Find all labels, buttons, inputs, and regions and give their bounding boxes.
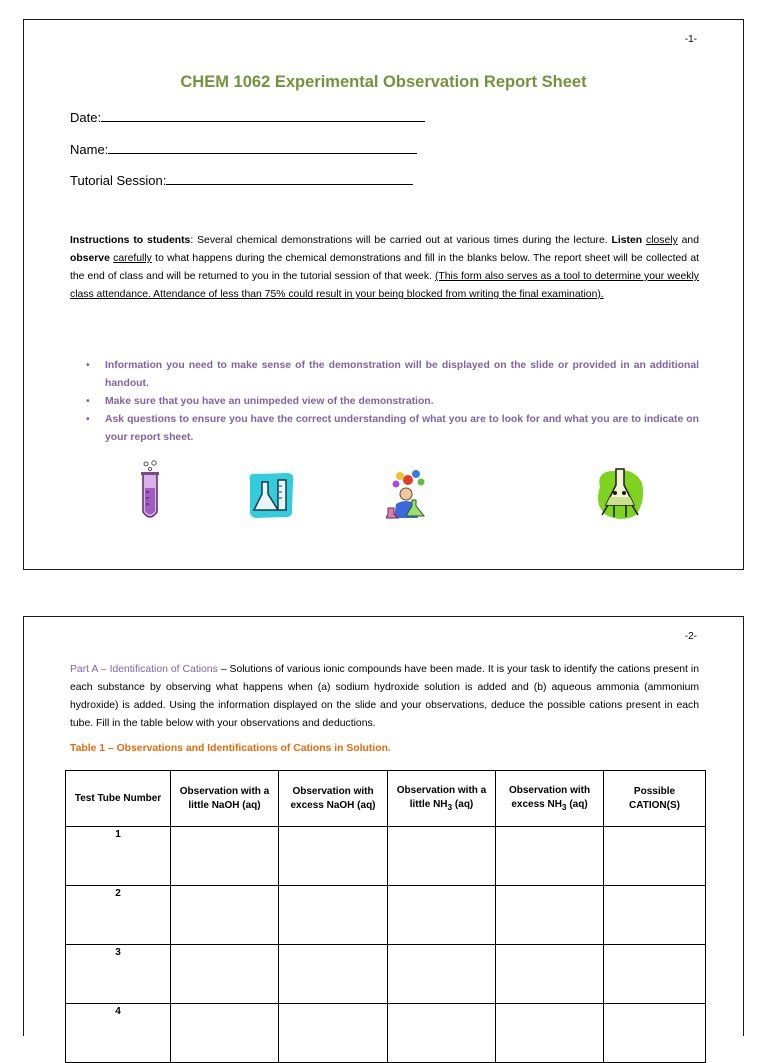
table-cell[interactable] [388,1004,496,1063]
table-cell[interactable] [279,886,388,945]
table-cell[interactable] [279,945,388,1004]
col-little-nh3 [388,771,496,827]
table-row [66,827,706,886]
table-row [66,886,706,945]
closely-word: closely [646,235,678,246]
page-number: -1- [684,34,697,45]
instructions-text: and [677,235,699,246]
table-cell[interactable] [279,827,388,886]
table-cell[interactable] [171,827,279,886]
table-cell[interactable] [496,827,604,886]
bullet-item: • Information you need to make sense of the demonstration will be displayed on the slide or provided in an additional handout. [86,357,699,393]
col-little-naoh: Observation with a little NaOH (aq) [171,771,279,827]
attendance-note: (This form also serves as a tool to determine your weekly class attendance. Attendance of less than 75% could result in your being blocked from writing the final examination). [70,271,699,300]
subscript: 3 [447,801,453,812]
col-excess-nh3-suffix: (aq) [566,798,588,810]
table-caption: Table 1 – Observations and Identifications of Cations in Solution. [70,743,391,754]
tutorial-session-field[interactable] [70,172,413,188]
date-blank[interactable] [101,109,425,122]
table-row [66,1004,706,1063]
bullet-item: • Make sure that you have an unimpeded view of the demonstration. [86,393,699,411]
table-cell[interactable] [388,945,496,1004]
table-cell[interactable] [388,886,496,945]
bullet-item: • Ask questions to ensure you have the correct understanding of what you are to look for and what you are to indicate on your report sheet. [86,411,699,447]
page-number: -2- [684,631,697,642]
part-a-paragraph [70,661,699,733]
tutorial-session-blank[interactable] [166,172,413,185]
table-header-row [66,771,706,827]
name-blank[interactable] [108,141,417,154]
flask-cylinder-icon [246,470,296,520]
subscript: 3 [561,801,567,812]
listen-word: Listen [611,235,643,246]
part-a-text: – Solutions of various ionic compounds have been made. It is your task to identify the cations present in each substance by observing what happens when (a) sodium hydroxide solution is added and (b) aqueous ammonia (ammonium hydroxide) is added. Using the information displayed on the slide and your observations, deduce the possible cations present in each tube. Fill in the table below with your observations and deductions. [70,664,699,729]
date-label: Date: [70,110,102,125]
name-label: Name: [70,142,109,157]
instructions-text: : Several chemical demonstrations will be carried out at various times during the lecture. [190,235,612,246]
page-title: CHEM 1062 Experimental Observation Report Sheet [180,73,587,91]
observe-word: observe [70,253,110,264]
table-cell[interactable] [604,1004,706,1063]
instructions-lead: Instructions to students [70,235,191,246]
table-cell[interactable] [171,886,279,945]
instructions-paragraph [70,232,699,304]
observations-table [65,770,706,1063]
table-cell[interactable] [604,886,706,945]
beaker-creature-icon [594,465,646,523]
page-1 [23,19,744,570]
tutorial-session-label: Tutorial Session: [70,173,167,188]
tube-number: 4 [66,1004,171,1063]
test-tube-icon [137,460,163,522]
table-cell[interactable] [171,945,279,1004]
bullet-list [86,357,699,447]
scientist-flask-icon [386,468,436,520]
part-a-label: Part A – Identification of Cations [70,664,218,675]
table-cell[interactable] [496,886,604,945]
col-little-nh3-text: Observation with a little NH [396,784,487,810]
col-possible-cations: Possible CATION(S) [604,771,706,827]
col-excess-nh3-text: Observation with excess NH [508,784,591,810]
col-test-tube-number: Test Tube Number [66,771,171,827]
table-cell[interactable] [279,1004,388,1063]
table-cell[interactable] [496,945,604,1004]
table-cell[interactable] [171,1004,279,1063]
table-cell[interactable] [604,827,706,886]
col-excess-naoh: Observation with excess NaOH (aq) [279,771,388,827]
carefully-word: carefully [113,253,152,264]
table-row [66,945,706,1004]
table-cell[interactable] [604,945,706,1004]
table-cell[interactable] [388,827,496,886]
tube-number: 3 [66,945,171,1004]
name-field[interactable] [70,141,417,157]
page-2 [23,616,744,1036]
tube-number: 2 [66,886,171,945]
table-cell[interactable] [496,1004,604,1063]
col-little-nh3-suffix: (aq) [452,798,474,810]
tube-number: 1 [66,827,171,886]
instructions-text: to what happens during the chemical demonstrations and fill in the blanks below. The report sheet will be collected at the end of class and will be returned to you in the tutorial session of that week. [70,253,699,282]
col-excess-nh3 [496,771,604,827]
date-field[interactable] [70,109,425,125]
